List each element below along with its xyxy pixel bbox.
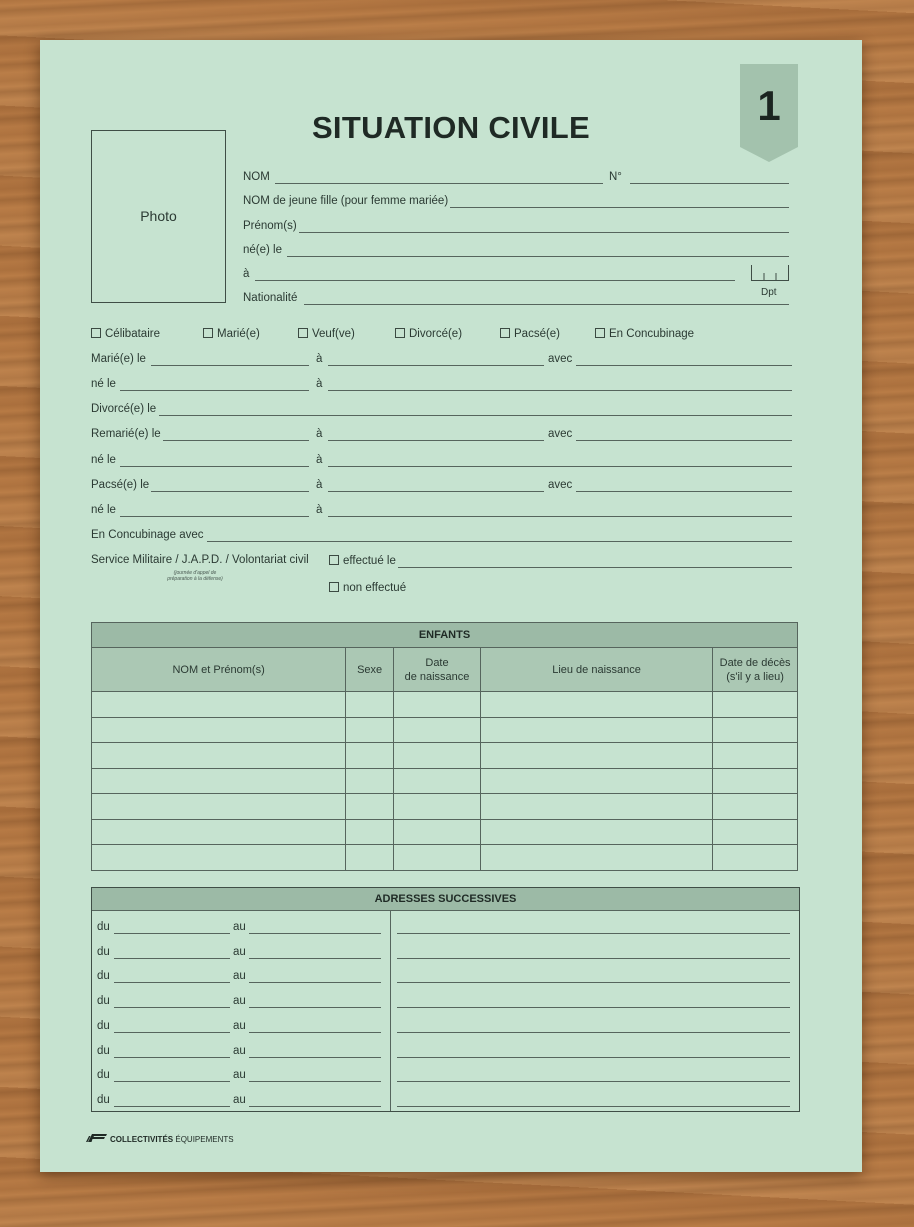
remarried-place-label: à: [316, 428, 323, 440]
table-row: [92, 768, 798, 794]
address-to-field[interactable]: [249, 1106, 381, 1107]
children-table: [91, 622, 798, 871]
pacsed-place-field[interactable]: [328, 491, 544, 492]
children-table-title: ENFANTS: [92, 623, 798, 648]
child-name-cell[interactable]: [92, 845, 346, 871]
married-date-field[interactable]: [151, 365, 309, 366]
address-from-label: du: [97, 1019, 110, 1032]
child-birth-place-cell[interactable]: [480, 768, 712, 794]
pacsed-with-label: avec: [548, 479, 573, 491]
married-place-label: à: [316, 353, 323, 365]
checkbox-icon: [595, 328, 605, 338]
address-from-label: du: [97, 945, 110, 958]
child-death-date-cell[interactable]: [713, 845, 798, 871]
child-name-cell[interactable]: [92, 692, 346, 718]
service-date-field[interactable]: [398, 567, 792, 568]
table-row: [92, 819, 798, 845]
spouse2-birth-label: né le: [91, 454, 116, 466]
nom-field[interactable]: [275, 183, 603, 184]
col-header-sexe: Sexe: [346, 648, 394, 692]
married-with-field[interactable]: [576, 365, 792, 366]
addresses-divider: [390, 910, 391, 1111]
partner-birth-date-field[interactable]: [120, 516, 309, 517]
service-not-done-checkbox[interactable]: non effectué: [329, 582, 406, 594]
married-with-label: avec: [548, 353, 573, 365]
pacsed-date-label: Pacsé(e) le: [91, 479, 150, 491]
remarried-with-field[interactable]: [576, 440, 792, 441]
numero-label: N°: [609, 171, 622, 183]
prenoms-label: Prénom(s): [243, 220, 297, 232]
divorced-date-label: Divorcé(e) le: [91, 403, 157, 415]
address-from-field[interactable]: [114, 1007, 230, 1008]
checkbox-icon: [329, 555, 339, 565]
child-birth-place-cell[interactable]: [480, 819, 712, 845]
child-death-date-cell[interactable]: [713, 819, 798, 845]
partner-birth-place-field[interactable]: [328, 516, 792, 517]
address-from-field[interactable]: [114, 933, 230, 934]
nom-label: NOM: [243, 171, 270, 183]
prenoms-field[interactable]: [299, 232, 789, 233]
address-to-field[interactable]: [249, 1057, 381, 1058]
partner-birth-place-label: à: [316, 504, 323, 516]
spouse2-birth-place-field[interactable]: [328, 466, 792, 467]
nationalite-field[interactable]: [304, 304, 789, 305]
brand-name-light: ÉQUIPEMENTS: [175, 1135, 234, 1144]
address-from-field[interactable]: [114, 1057, 230, 1058]
address-from-field[interactable]: [114, 958, 230, 959]
checkbox-icon: [395, 328, 405, 338]
child-name-cell[interactable]: [92, 794, 346, 820]
numero-field[interactable]: [630, 183, 789, 184]
address-to-field[interactable]: [249, 982, 381, 983]
concubinage-label: En Concubinage avec: [91, 529, 204, 541]
status-celibataire-checkbox[interactable]: Célibataire: [91, 328, 160, 340]
address-from-field[interactable]: [114, 1106, 230, 1107]
remarried-place-field[interactable]: [328, 440, 544, 441]
child-sexe-cell[interactable]: [346, 794, 394, 820]
spouse1-birth-label: né le: [91, 378, 116, 390]
status-marie-checkbox[interactable]: Marié(e): [203, 328, 260, 340]
address-field[interactable]: [397, 1057, 790, 1058]
addresses-box: [91, 887, 800, 1112]
address-field[interactable]: [397, 1106, 790, 1107]
address-from-field[interactable]: [114, 1032, 230, 1033]
child-birth-place-cell[interactable]: [480, 794, 712, 820]
address-from-label: du: [97, 1093, 110, 1106]
table-row: [92, 717, 798, 743]
child-birth-date-cell[interactable]: [394, 819, 481, 845]
military-service-note: (journée d'appel de préparation à la défense): [167, 570, 223, 582]
col-header-birth-place: Lieu de naissance: [480, 648, 712, 692]
child-birth-date-cell[interactable]: [394, 768, 481, 794]
married-date-label: Marié(e) le: [91, 353, 146, 365]
service-done-checkbox[interactable]: effectué le: [329, 555, 396, 567]
address-field[interactable]: [397, 1081, 790, 1082]
pacsed-date-field[interactable]: [151, 491, 309, 492]
maiden-name-field[interactable]: [450, 207, 789, 208]
remarried-with-label: avec: [548, 428, 573, 440]
address-to-label: au: [233, 945, 246, 958]
child-death-date-cell[interactable]: [713, 768, 798, 794]
address-to-field[interactable]: [249, 1081, 381, 1082]
address-from-field[interactable]: [114, 1081, 230, 1082]
status-concubinage-checkbox[interactable]: En Concubinage: [595, 328, 694, 340]
address-to-label: au: [233, 921, 246, 933]
child-birth-date-cell[interactable]: [394, 692, 481, 718]
status-veuf-checkbox[interactable]: Veuf(ve): [298, 328, 355, 340]
address-from-label: du: [97, 1044, 110, 1057]
address-to-label: au: [233, 1069, 246, 1082]
brand-mark-icon: [86, 1133, 108, 1143]
child-birth-date-cell[interactable]: [394, 845, 481, 871]
brand-logo: [86, 1133, 234, 1144]
child-death-date-cell[interactable]: [713, 717, 798, 743]
remarried-date-field[interactable]: [163, 440, 309, 441]
child-name-cell[interactable]: [92, 768, 346, 794]
address-field[interactable]: [397, 933, 790, 934]
checkbox-icon: [203, 328, 213, 338]
checkbox-icon: [298, 328, 308, 338]
address-from-label: du: [97, 995, 110, 1008]
child-death-date-cell[interactable]: [713, 794, 798, 820]
child-birth-place-cell[interactable]: [480, 743, 712, 769]
col-header-name: NOM et Prénom(s): [92, 648, 346, 692]
nationalite-label: Nationalité: [243, 292, 298, 304]
child-birth-date-cell[interactable]: [394, 743, 481, 769]
spouse1-birth-place-field[interactable]: [328, 390, 792, 391]
spouse2-birth-date-field[interactable]: [120, 466, 309, 467]
table-row: [92, 692, 798, 718]
address-field[interactable]: [397, 958, 790, 959]
married-place-field[interactable]: [328, 365, 544, 366]
status-divorce-checkbox[interactable]: Divorcé(e): [395, 328, 462, 340]
address-to-field[interactable]: [249, 958, 381, 959]
address-field[interactable]: [397, 1032, 790, 1033]
address-to-field[interactable]: [249, 1032, 381, 1033]
dpt-label: Dpt: [761, 287, 777, 298]
address-to-field[interactable]: [249, 933, 381, 934]
brand-name-bold: COLLECTIVITÉS: [110, 1135, 174, 1144]
child-birth-date-cell[interactable]: [394, 717, 481, 743]
checkbox-icon: [500, 328, 510, 338]
child-sexe-cell[interactable]: [346, 819, 394, 845]
col-header-death-date: Date de décès (s'il y a lieu): [713, 648, 798, 692]
child-sexe-cell[interactable]: [346, 743, 394, 769]
pacsed-with-field[interactable]: [576, 491, 792, 492]
address-to-field[interactable]: [249, 1007, 381, 1008]
address-field[interactable]: [397, 1007, 790, 1008]
status-pacse-checkbox[interactable]: Pacsé(e): [500, 328, 560, 340]
address-to-label: au: [233, 1044, 246, 1057]
table-row: [92, 743, 798, 769]
sheet-number: 1: [757, 82, 781, 129]
table-row: [92, 794, 798, 820]
pacsed-place-label: à: [316, 479, 323, 491]
remarried-date-label: Remarié(e) le: [91, 428, 161, 440]
child-death-date-cell[interactable]: [713, 692, 798, 718]
child-birth-place-cell[interactable]: [480, 845, 712, 871]
child-name-cell[interactable]: [92, 717, 346, 743]
address-field[interactable]: [397, 982, 790, 983]
address-from-label: du: [97, 970, 110, 983]
address-to-label: au: [233, 970, 246, 983]
table-row: [92, 845, 798, 871]
address-from-field[interactable]: [114, 982, 230, 983]
addresses-title: ADRESSES SUCCESSIVES: [92, 888, 799, 911]
spouse1-birth-date-field[interactable]: [120, 390, 309, 391]
spouse1-birth-place-label: à: [316, 378, 323, 390]
child-sexe-cell[interactable]: [346, 845, 394, 871]
concubinage-field[interactable]: [207, 541, 792, 542]
photo-label: Photo: [140, 208, 177, 224]
page-title: SITUATION CIVILE: [311, 110, 591, 145]
child-birth-place-cell[interactable]: [480, 692, 712, 718]
child-name-cell[interactable]: [92, 819, 346, 845]
child-name-cell[interactable]: [92, 743, 346, 769]
partner-birth-label: né le: [91, 504, 116, 516]
checkbox-icon: [91, 328, 101, 338]
child-death-date-cell[interactable]: [713, 743, 798, 769]
birth-place-field[interactable]: [255, 280, 735, 281]
address-from-label: du: [97, 1069, 110, 1082]
divorced-date-field[interactable]: [159, 415, 792, 416]
maiden-name-label: NOM de jeune fille (pour femme mariée): [243, 195, 449, 207]
form-sheet: [40, 40, 862, 1172]
military-service-label: Service Militaire / J.A.P.D. / Volontariat civil: [91, 554, 309, 566]
birth-date-field[interactable]: [287, 256, 789, 257]
child-sexe-cell[interactable]: [346, 768, 394, 794]
address-to-label: au: [233, 995, 246, 1008]
address-from-label: du: [97, 921, 110, 933]
child-birth-place-cell[interactable]: [480, 717, 712, 743]
child-sexe-cell[interactable]: [346, 717, 394, 743]
birth-place-label: à: [243, 268, 250, 280]
dpt-boxes[interactable]: [751, 265, 789, 281]
spouse2-birth-place-label: à: [316, 454, 323, 466]
address-to-label: au: [233, 1019, 246, 1032]
birth-date-label: né(e) le: [243, 244, 282, 256]
checkbox-icon: [329, 582, 339, 592]
col-header-birth-date: Date de naissance: [394, 648, 481, 692]
address-to-label: au: [233, 1093, 246, 1106]
child-birth-date-cell[interactable]: [394, 794, 481, 820]
child-sexe-cell[interactable]: [346, 692, 394, 718]
